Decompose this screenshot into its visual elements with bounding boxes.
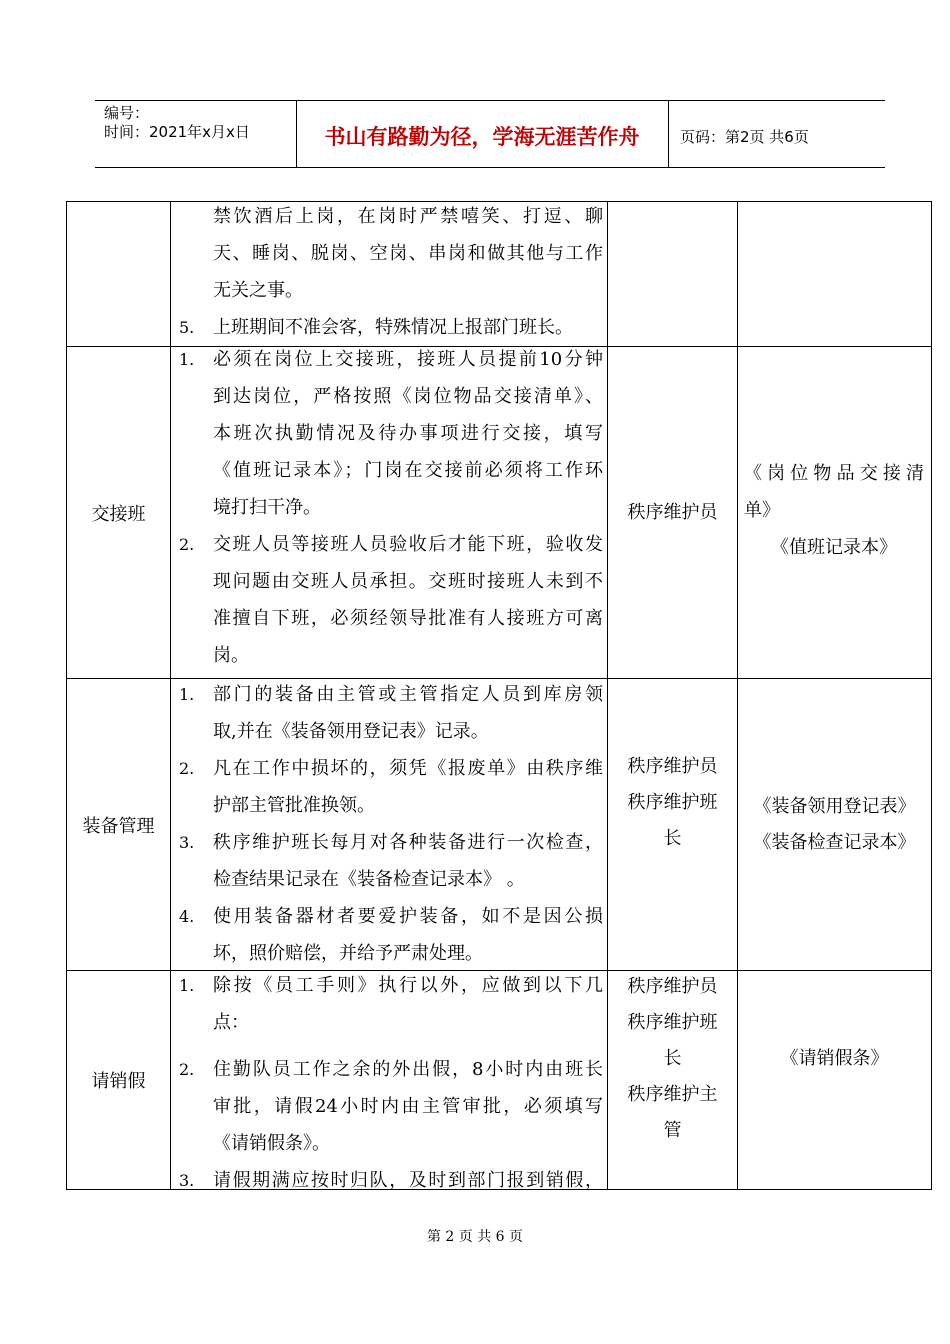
text-line: 境打扫干净。 (213, 497, 321, 518)
list-item (171, 1051, 603, 1162)
item-number: 2. (179, 535, 195, 554)
row-title-equipment: 装备管理 (82, 815, 155, 837)
item-number: 1. (179, 685, 195, 704)
list-item (171, 198, 603, 309)
header-page-label: 页码：第2页 共6页 (680, 128, 809, 146)
doc-text: 《请销假条》 (780, 1048, 889, 1069)
list-item (171, 898, 603, 972)
list-item (171, 676, 603, 750)
header-divider-2 (668, 100, 669, 167)
item-number: 1. (179, 350, 195, 369)
row-equipment-content (171, 676, 603, 972)
header-motto: 书山有路勤为径，学海无涯苦作舟 (324, 125, 640, 149)
role-text: 秩序维护员 (627, 756, 718, 777)
row-handover-roles (608, 347, 737, 678)
table-border-right (931, 201, 932, 1190)
role-text: 秩序维护员 (627, 976, 718, 997)
text-line: 《请销假条》。 (213, 1133, 330, 1154)
row-continuation-content (171, 198, 603, 346)
document-code-label: 编号： (104, 104, 150, 122)
text-line: 取,并在《装备领用登记表》记录。 (213, 721, 489, 742)
text-line: 住勤队员工作之余的外出假，8小时内由班长 (213, 1059, 603, 1080)
item-number: 4. (179, 907, 195, 926)
doc-text: 《装备检查记录本》 (753, 831, 916, 853)
text-line: 除按《员工手则》执行以外，应做到以下几 (213, 975, 603, 996)
text-line: 审批，请假24小时内由主管审批，必须填写 (213, 1096, 603, 1117)
text-line: 禁饮酒后上岗，在岗时严禁嘻笑、打逗、聊 (213, 206, 603, 227)
text-line: 检查结果记录在《装备检查记录本》 。 (213, 869, 525, 890)
document-time-label: 时间：2021年x月x日 (104, 123, 250, 141)
list-item (171, 967, 603, 1041)
row-equipment-roles (608, 749, 737, 859)
doc-text: 单》 (744, 500, 780, 521)
text-line: 使用装备器材者要爱护装备，如不是因公损 (213, 906, 603, 927)
text-line: 交班人员等接班人员验收后才能下班，验收发 (213, 534, 603, 555)
role-text: 长 (663, 828, 682, 849)
text-line: 护部主管批准换领。 (213, 795, 375, 816)
row-handover-docs (744, 455, 924, 566)
item-number: 2. (179, 759, 195, 778)
text-line: 上班期间不准会客，特殊情况上报部门班长。 (213, 317, 573, 338)
role-text: 长 (663, 1048, 682, 1069)
text-line: 坏，照价赔偿，并给予严肃处理。 (213, 943, 483, 964)
text-line: 部门的装备由主管或主管指定人员到库房领 (213, 684, 603, 705)
text-line: 天、睡岗、脱岗、空岗、串岗和做其他与工作 (213, 243, 603, 264)
role-text: 管 (663, 1120, 682, 1141)
list-item (171, 526, 603, 674)
row-title-handover: 交接班 (91, 503, 146, 525)
text-line: 点： (213, 1012, 249, 1033)
text-line: 现问题由交班人员承担。交班时接班人未到不 (213, 571, 603, 592)
item-number: 1. (179, 976, 195, 995)
text-line: 本班次执勤情况及待办事项进行交接，填写 (213, 423, 603, 444)
item-number: 3. (179, 1171, 195, 1190)
list-item (171, 750, 603, 824)
role-text: 秩序维护班 (627, 1012, 718, 1033)
list-item (171, 1162, 603, 1199)
row-leave-roles (608, 969, 737, 1149)
row-handover-content (171, 341, 603, 674)
role-text: 秩序维护班 (627, 792, 718, 813)
text-line: 凡在工作中损坏的，须凭《报废单》由秩序维 (213, 758, 603, 779)
text-line: 准擅自下班，必须经领导批准有人接班方可离 (213, 608, 603, 629)
doc-text: 《岗位物品交接清 (744, 463, 924, 484)
list-item (171, 341, 603, 526)
item-number: 3. (179, 833, 195, 852)
role-text: 秩序维护主 (627, 1084, 718, 1105)
text-line: 无关之事。 (213, 280, 303, 301)
text-line: 必须在岗位上交接班，接班人员提前10分钟 (213, 349, 603, 370)
text-line: 岗。 (213, 645, 249, 666)
row-leave-docs (738, 1041, 931, 1077)
header-top-rule (95, 100, 885, 101)
text-line: 《值班记录本》；门岗在交接前必须将工作环 (213, 460, 603, 481)
row-equipment-docs (738, 679, 931, 970)
header-bottom-rule (95, 167, 885, 168)
procedure-table (66, 201, 932, 1190)
role-text: 秩序维护员 (627, 501, 718, 523)
item-number: 5. (179, 318, 195, 337)
doc-text: 《值班记录本》 (771, 537, 897, 558)
item-number: 2. (179, 1060, 195, 1079)
text-line: 请假期满应按时归队，及时到部门报到销假， (213, 1170, 603, 1191)
text-line: 到达岗位，严格按照《岗位物品交接清单》、 (213, 386, 603, 407)
page-footer: 第 2 页 共 6 页 (426, 1229, 524, 1245)
text-line: 秩序维护班长每月对各种装备进行一次检查， (213, 832, 603, 853)
row-leave-content (171, 967, 603, 1199)
list-item (171, 824, 603, 898)
doc-text: 《装备领用登记表》 (753, 795, 916, 817)
row-title-leave: 请销假 (91, 1071, 146, 1092)
